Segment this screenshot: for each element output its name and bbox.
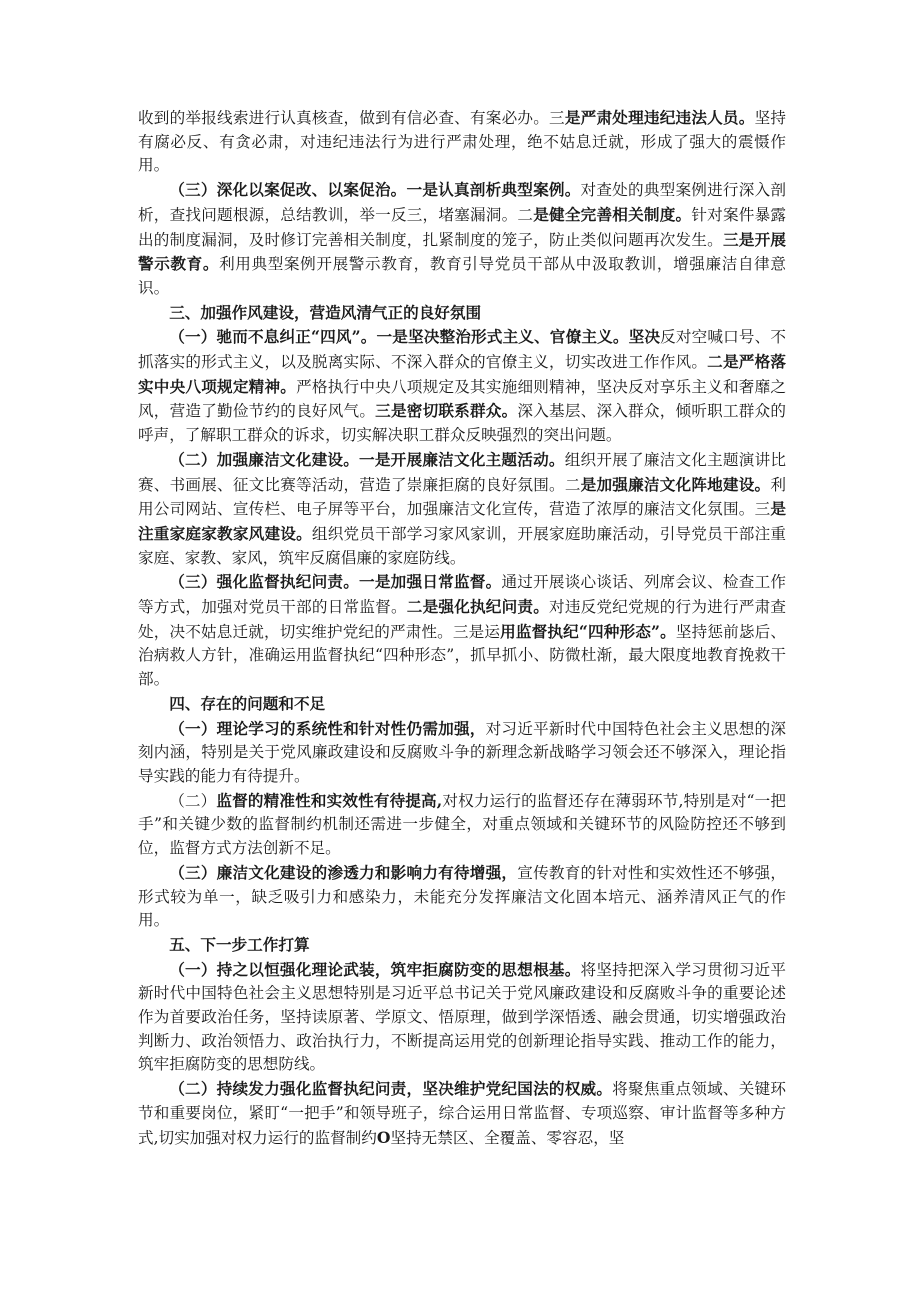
text-run: 对违反党纪党规的行为进行严肃查处，决不姑息迁就，切实维护党纪的严肃性。三是运 bbox=[138, 598, 786, 641]
text-run: 利用典型案例开展警示教育，教育引导党员干部从中汲取教训，增强廉洁自律意识。 bbox=[138, 255, 786, 297]
bold-text-run: 是严肃处理违纪违法人员。 bbox=[564, 108, 755, 127]
paragraph bbox=[138, 1077, 786, 1150]
text-run: 严格执行中央八项规定及其实施细则精神，坚决反对享乐主义和奢靡之风，营造了勤俭节约的良好风气。 bbox=[138, 377, 786, 421]
bold-text-run: 二是严格落实中央八项规定精神。 bbox=[138, 352, 786, 396]
paragraph bbox=[138, 178, 786, 301]
paragraph bbox=[138, 106, 786, 178]
paragraph bbox=[138, 570, 786, 692]
bold-text-run: （二）持续发力强化监督执纪问责，坚决维护党纪国法的权威。 bbox=[169, 1079, 613, 1099]
bold-text-run: 二是强化执纪问责。 bbox=[406, 597, 550, 617]
paragraph bbox=[138, 325, 786, 448]
section-heading bbox=[138, 933, 786, 958]
text-run: 将聚焦重点领域、关键环节和重要岗位，紧盯“一把手”和领导班子，综合运用日常监督、专项巡察、审计监督等多种方式,切实加强对权力运行的监督制约 bbox=[138, 1080, 786, 1147]
bold-text-run: （一）持之以恒强化理论武装，筑牢拒腐防变的思想根基。 bbox=[169, 959, 581, 979]
text-run: 通过开展谈心谈话、列席会议、检查工作等方式，加强对党员干部的日常监督。 bbox=[138, 573, 786, 617]
text-run: 反对空喊口号、不抓落实的形式主义，以及脱离实际、不深入群众的官僚主义，切实改进工作作风。 bbox=[138, 328, 786, 372]
text-run: 将坚持把深入学习贯彻习近平新时代中国特色社会主义思想特别是习近平总书记关于党风廉政建设和反腐败斗争的重要论述作为首要政治任务，坚持读原著、学原文、悟原理，做到学深悟透、融会贯通，切实增强政治判断力、政治领悟力、政治执行力，不断提高运用党的创新理论指导实践、推动工作的能力，筑牢拒腐防变的思想防线。 bbox=[138, 960, 786, 1074]
text-run: 对习近平新时代中国特色社会主义思想的深刻内涵，特别是关于党风廉政建设和反腐败斗争的新理念新战略学习领会还不够深入，理论指导实践的能力有待提升。 bbox=[138, 719, 786, 785]
bold-text-run: 三、加强作风建设，营造风清气正的良好氛围 bbox=[169, 302, 482, 322]
text-run: （二） bbox=[169, 791, 217, 810]
bold-text-run: （一）驰而不息纠正“四风”。一是坚决整治形式主义、官僚主义。坚决 bbox=[169, 327, 661, 347]
bold-text-run: （三）廉洁文化建设的渗透力和影响力有待增强， bbox=[169, 862, 518, 882]
text-run: 坚持惩前毖后、治病救人方针，准确运用监督执纪“四种形态”，抓早抓小、防微杜渐，最大限度地教育挽救干部。 bbox=[138, 622, 786, 689]
text-run: 深入基层、深入群众，倾听职工群众的呼声，了解职工群众的诉求，切实解决职工群众反映强烈的突出问题。 bbox=[138, 402, 786, 445]
section-heading bbox=[138, 692, 786, 717]
text-run: 对权力运行的监督还存在薄弱环节,特别是对“一把手”和关键少数的监督制约机制还需进一步健全，对重点领域和关键环节的风险防控还不够到位，监督方式方法创新不足。 bbox=[138, 791, 786, 858]
text-run: 收到的举报线索进行认真核查，做到有信必查、有案必办。三 bbox=[138, 109, 565, 127]
document-body bbox=[138, 106, 786, 1150]
section-heading bbox=[138, 301, 786, 326]
bold-text-run: 是健全完善相关制度。 bbox=[533, 204, 692, 224]
bold-text-run: （三）强化监督执纪问责。一是加强日常监督。 bbox=[169, 572, 502, 592]
bold-text-run: （二）加强廉洁文化建设。一是开展廉洁文化主题活动。 bbox=[169, 449, 565, 469]
bold-text-run: 用监督执纪“四种形态”。 bbox=[500, 621, 676, 641]
bold-text-run: 三是密切联系群众。 bbox=[375, 401, 518, 421]
bold-text-run: O bbox=[376, 1127, 391, 1147]
text-run: 针对案件暴露出的制度漏洞，及时修订完善相关制度，扎紧制度的笼子，防止类似问题再次发生。 bbox=[138, 205, 786, 249]
bold-text-run: 四、存在的问题和不足 bbox=[169, 693, 326, 713]
bold-text-run: 三是开展警示教育。 bbox=[138, 229, 786, 274]
bold-text-run: （一）理论学习的系统性和针对性仍需加强， bbox=[169, 718, 486, 738]
text-run: 组织党员干部学习家风家训，开展家庭助廉活动，引导党员干部注重家庭、家教、家风，筑牢反腐倡廉的家庭防线。 bbox=[138, 524, 786, 567]
paragraph bbox=[138, 861, 786, 933]
bold-text-run: 是注重家庭家教家风建设。 bbox=[138, 499, 786, 543]
text-run: 组织开展了廉洁文化主题演讲比赛、书画展、征文比赛等活动，营造了崇廉拒腐的良好氛围。二 bbox=[138, 450, 786, 494]
bold-text-run: （三）深化以案促改、以案促治。一是认真剖析典型案例。 bbox=[169, 180, 581, 200]
text-run: 对查处的典型案例进行深入剖析，查找问题根源，总结教训，举一反三，堵塞漏洞。二 bbox=[138, 181, 786, 224]
text-run: 坚持无禁区、全覆盖、零容忍，坚 bbox=[390, 1128, 625, 1147]
text-run: 宣传教育的针对性和实效性还不够强，形式较为单一，缺乏吸引力和感染力，未能充分发挥廉洁文化固本培元、涵养清风正气的作用。 bbox=[138, 863, 786, 930]
paragraph bbox=[138, 958, 786, 1078]
bold-text-run: 是加强廉洁文化阵地建设。 bbox=[580, 474, 771, 494]
bold-text-run: 监督的精准性和实效性有待提高, bbox=[216, 790, 443, 810]
paragraph bbox=[138, 717, 786, 789]
paragraph bbox=[138, 448, 786, 571]
bold-text-run: 五、下一步工作打算 bbox=[169, 934, 310, 954]
text-run: 利用公司网站、宣传栏、电子屏等平台，加强廉洁文化宣传，营造了浓厚的廉洁文化氛围。三 bbox=[138, 475, 786, 519]
text-run: 坚持有腐必反、有贪必肃，对违纪违法行为进行严肃处理，绝不姑息迁就，形成了强大的震慑作用。 bbox=[138, 109, 786, 175]
paragraph bbox=[138, 789, 786, 861]
